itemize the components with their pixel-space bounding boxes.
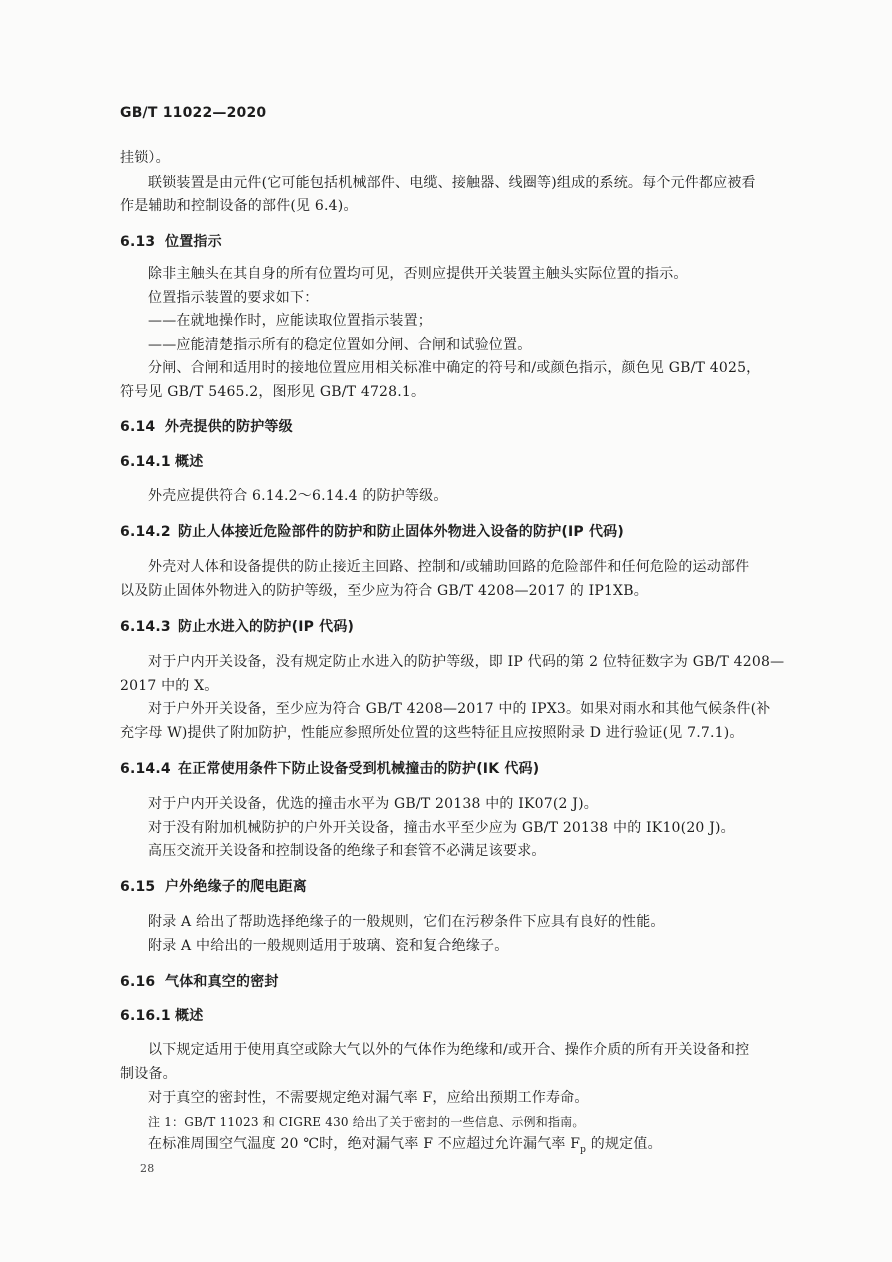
heading-number: 6.14.1 xyxy=(120,454,171,470)
body-line xyxy=(148,1135,662,1159)
section-heading xyxy=(120,523,624,541)
body-line: 分闸、合闸和适用时的接地位置应用相关标准中确定的符号和/或颜色指示，颜色见 GB/T 4025， xyxy=(148,360,761,376)
heading-title: 防止水进入的防护(IP 代码) xyxy=(178,619,355,635)
body-line: 对于没有附加机械防护的户外开关设备，撞击水平至少应为 GB/T 20138 中的 IK10(20 J)。 xyxy=(148,820,735,836)
heading-title: 防止人体接近危险部件的防护和防止固体外物进入设备的防护(IP 代码) xyxy=(178,524,624,540)
heading-title: 概述 xyxy=(175,1008,204,1024)
section-heading xyxy=(120,760,539,778)
section-heading xyxy=(120,973,279,991)
section-heading xyxy=(120,878,307,896)
heading-number: 6.16 xyxy=(120,974,156,990)
heading-number: 6.14 xyxy=(120,419,156,435)
last-line-text: 在标准周围空气温度 20 ℃时，绝对漏气率 F 不应超过允许漏气率 F xyxy=(148,1136,581,1152)
body-line: 对于户内开关设备，优选的撞击水平为 GB/T 20138 中的 IK07(2 J)。 xyxy=(148,796,598,812)
heading-number: 6.15 xyxy=(120,879,156,895)
heading-number: 6.16.1 xyxy=(120,1008,171,1024)
section-heading xyxy=(120,618,354,636)
body-line: 位置指示装置的要求如下： xyxy=(148,290,319,306)
body-line: 充字母 W)提供了附加防护，性能应参照所处位置的这些特征且应按照附录 D 进行验证(见 7.7.1)。 xyxy=(120,725,744,741)
list-item: ——应能清楚指示所有的稳定位置如分闸、合闸和试验位置。 xyxy=(148,337,532,353)
section-heading xyxy=(120,233,222,251)
body-line: 作是辅助和控制设备的部件(见 6.4)。 xyxy=(120,198,358,214)
heading-title: 外壳提供的防护等级 xyxy=(165,419,293,435)
body-line: 外壳应提供符合 6.14.2～6.14.4 的防护等级。 xyxy=(148,488,448,504)
page-number: 28 xyxy=(140,1162,155,1175)
body-line: 高压交流开关设备和控制设备的绝缘子和套管不必满足该要求。 xyxy=(148,843,546,859)
body-line: 除非主触头在其自身的所有位置均可见，否则应提供开关装置主触头实际位置的指示。 xyxy=(148,266,688,282)
standard-number: GB/T 11022—2020 xyxy=(120,105,267,121)
heading-title: 户外绝缘子的爬电距离 xyxy=(165,879,307,895)
heading-number: 6.14.3 xyxy=(120,619,171,635)
body-line: 符号见 GB/T 5465.2，图形见 GB/T 4728.1。 xyxy=(120,384,426,400)
heading-number: 6.14.2 xyxy=(120,524,171,540)
heading-title: 概述 xyxy=(175,454,204,470)
body-line: 对于户外开关设备，至少应为符合 GB/T 4208—2017 中的 IPX3。如果对雨水和其他气候条件(补 xyxy=(148,701,771,717)
list-item: ——在就地操作时，应能读取位置指示装置； xyxy=(148,313,432,329)
body-line: 挂锁）。 xyxy=(120,150,170,166)
heading-number: 6.14.4 xyxy=(120,761,171,777)
heading-title: 气体和真空的密封 xyxy=(165,974,279,990)
body-line: 对于真空的密封性，不需要规定绝对漏气率 F，应给出预期工作寿命。 xyxy=(148,1090,589,1106)
section-heading xyxy=(120,453,203,471)
body-line: 2017 中的 X。 xyxy=(120,678,219,694)
body-line: 以及防止固体外物进入的防护等级，至少应为符合 GB/T 4208—2017 的 IP1XB。 xyxy=(120,583,648,599)
last-line-tail: 的规定值。 xyxy=(586,1136,662,1152)
heading-number: 6.13 xyxy=(120,234,156,250)
body-line: 外壳对人体和设备提供的防止接近主回路、控制和/或辅助回路的危险部件和任何危险的运动部件 xyxy=(148,559,750,575)
body-line: 对于户内开关设备，没有规定防止水进入的防护等级，即 IP 代码的第 2 位特征数字为 GB/T 4208— xyxy=(148,654,785,670)
note-line: 注 1：GB/T 11023 和 CIGRE 430 给出了关于密封的一些信息、示例和指南。 xyxy=(148,1115,585,1129)
body-line: 以下规定适用于使用真空或除大气以外的气体作为绝缘和/或开合、操作介质的所有开关设备和控 xyxy=(148,1042,750,1058)
body-line: 制设备。 xyxy=(120,1066,177,1082)
section-heading xyxy=(120,1007,203,1025)
body-line: 附录 A 给出了帮助选择绝缘子的一般规则，它们在污秽条件下应具有良好的性能。 xyxy=(148,914,665,930)
body-line: 联锁装置是由元件(它可能包括机械部件、电缆、接触器、线圈等)组成的系统。每个元件都应被看 xyxy=(148,175,756,191)
heading-title: 位置指示 xyxy=(165,234,222,250)
heading-title: 在正常使用条件下防止设备受到机械撞击的防护(IK 代码) xyxy=(178,761,540,777)
subscript-p: p xyxy=(580,1144,587,1155)
body-line: 附录 A 中给出的一般规则适用于玻璃、瓷和复合绝缘子。 xyxy=(148,938,509,954)
section-heading xyxy=(120,418,293,436)
